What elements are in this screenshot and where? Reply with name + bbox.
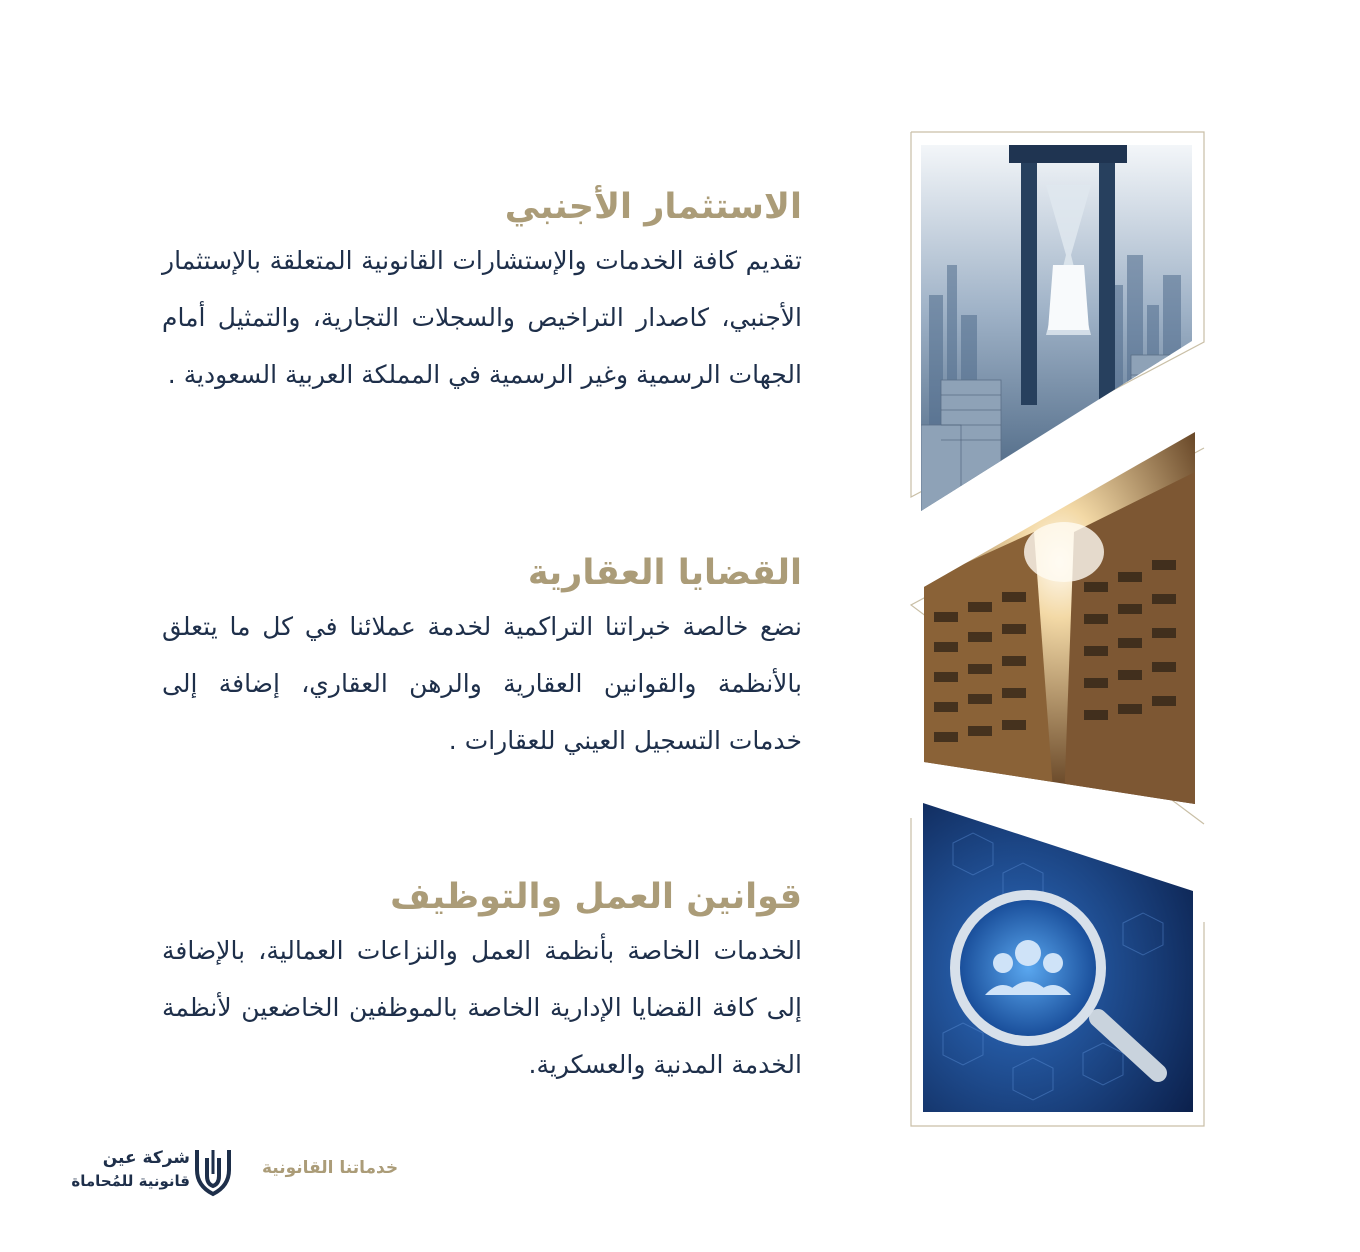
logo-mark-icon [193,1146,233,1198]
section-title: القضايا العقارية [527,553,802,593]
section-title: قوانين العمل والتوظيف [390,877,802,917]
section-body: الخدمات الخاصة بأنظمة العمل والنزاعات العمالية، بالإضافة إلى كافة القضايا الإدارية الخاصة بالموظفين الخاضعين لأنظمة الخدمة المدنية والعسكرية. [162,936,802,1079]
section-title: الاستثمار الأجنبي [504,187,802,227]
brand-name: شركة عين [102,1148,190,1168]
magnifier-people-image [923,803,1193,1112]
company-logo [58,1144,238,1204]
skyscrapers-image [924,432,1195,804]
section-body: تقديم كافة الخدمات والإستشارات القانونية المتعلقة بالإستثمار الأجنبي، كاصدار التراخيص والسجلات التجارية، والتمثيل أمام الجهات الرسمية وغير الرسمية في المملكة العربية السعودية . [162,246,802,389]
section-body: نضع خالصة خبراتنا التراكمية لخدمة عملائنا في كل ما يتعلق بالأنظمة والقوانين العقارية والرهن العقاري، إضافة إلى خدمات التسجيل العيني للعقارات . [162,612,802,755]
footer-caption: خدماتنا القانونية [262,1158,399,1178]
brand-subtitle: قانونية للمُحاماة [71,1172,190,1190]
